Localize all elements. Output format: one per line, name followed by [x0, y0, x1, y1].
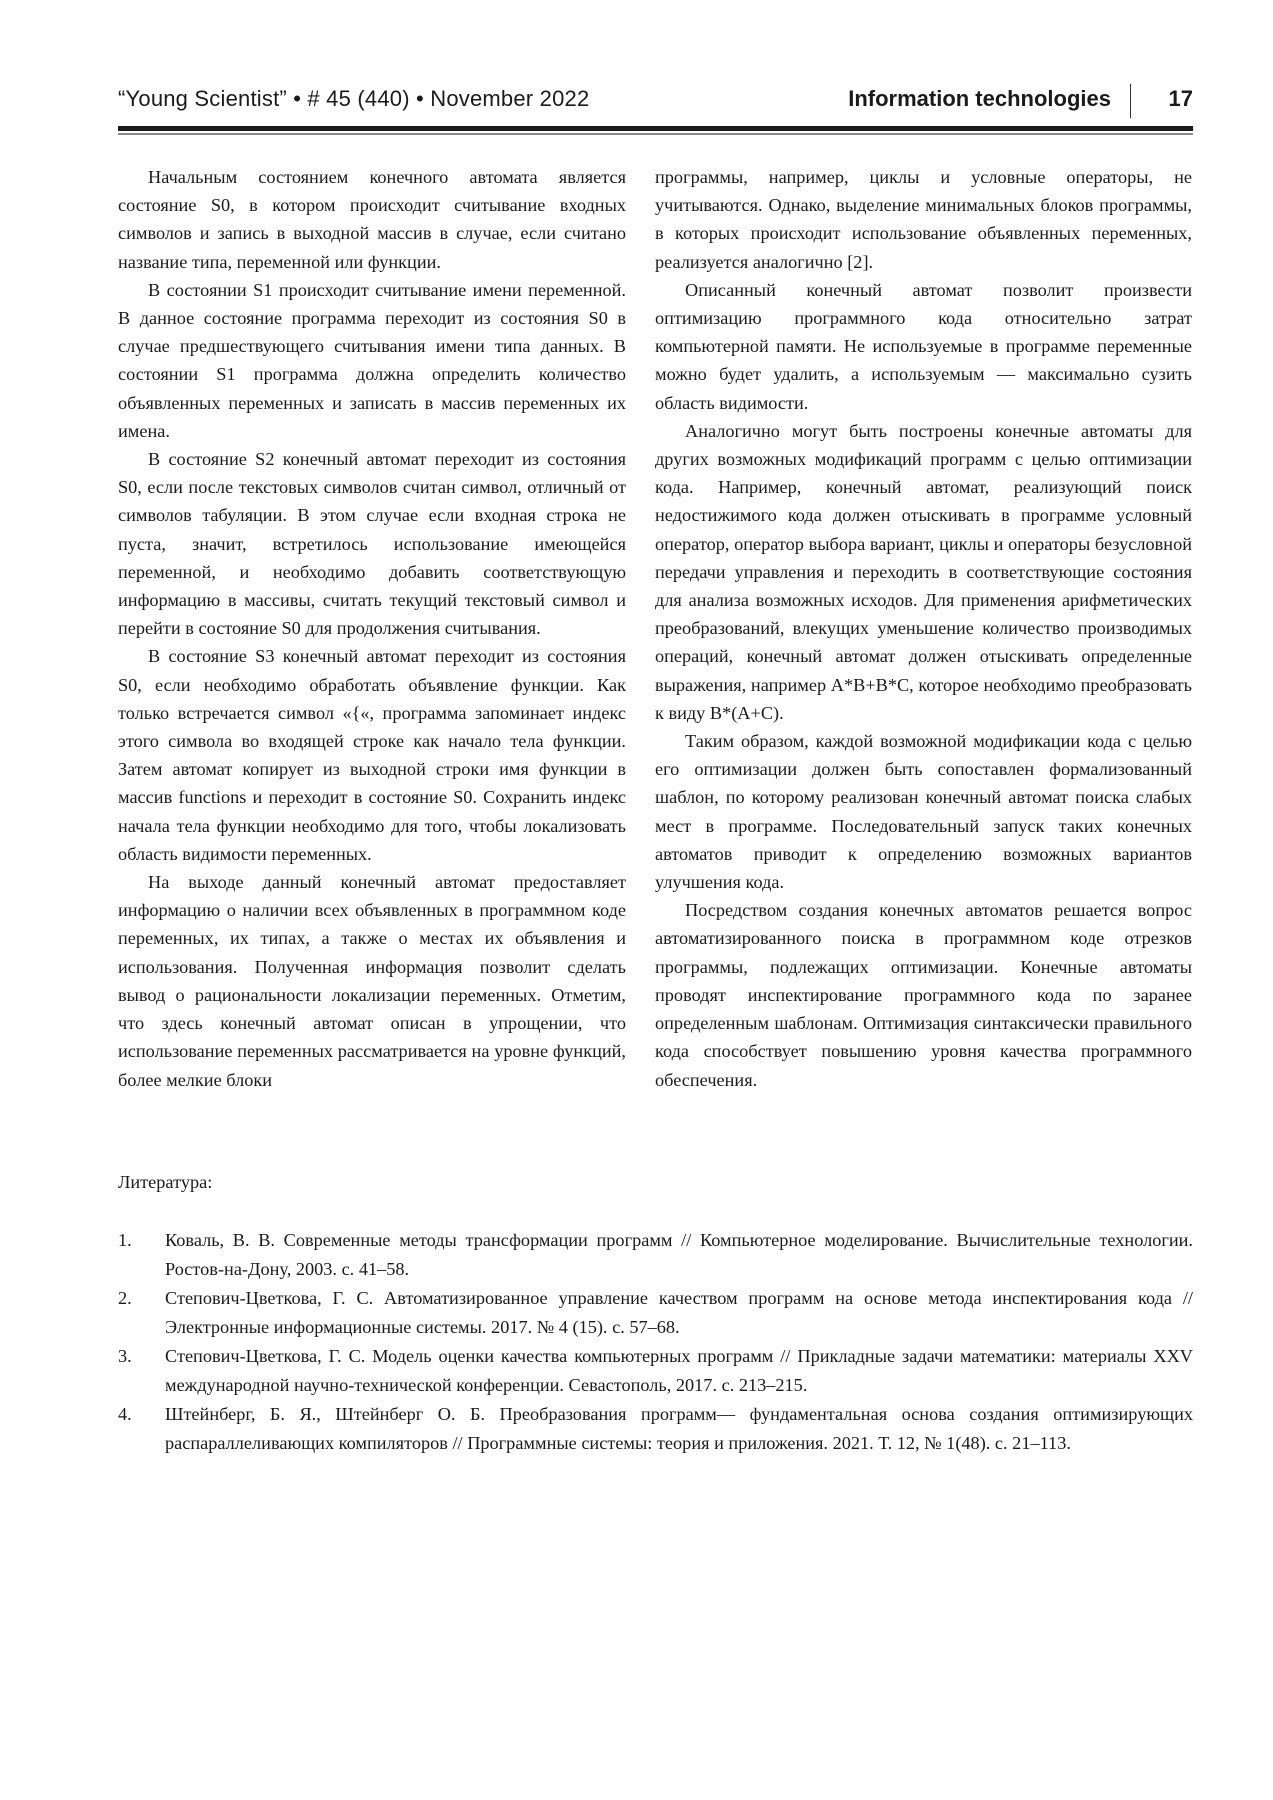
- paragraph: На выходе данный конечный автомат предоставляет информацию о наличии всех объявленных в программном коде переменных, их типах, а также о местах их объявления и использования. Полученная информация позволит сделать вывод о рациональности локализации переменных. Отметим, что здесь конечный автомат описан в упрощении, что использование переменных рассматривается на уровне функций, более мелкие блоки: [118, 872, 626, 1090]
- reference-item: [118, 1226, 1193, 1283]
- references-title: Литература:: [118, 1172, 213, 1192]
- header-separator: [1130, 84, 1131, 118]
- paragraph: Начальным состоянием конечного автомата является состояние S0, в котором происходит считывание входных символов и запись в выходной массив в случае, если считано название типа, переменной или функции.: [118, 167, 626, 272]
- running-header: [118, 86, 1193, 120]
- section-title: Information technologies: [848, 86, 1111, 111]
- left-column: [118, 163, 626, 1094]
- paragraph: Посредством создания конечных автоматов решается вопрос автоматизированного поиска в программном коде отрезков программы, подлежащих оптимизации. Конечные автоматы проводят инспектирование программного кода по заранее определенным шаблонам. Оптимизация синтаксически правильного кода способствует повышению уровня качества программного обеспечения.: [655, 900, 1192, 1090]
- reference-text: Штейнберг, Б. Я., Штейнберг О. Б. Преобразования программ— фундаментальная основа создания оптимизирующих распараллеливающих компиляторов // Программные системы: теория и приложения. 2021. Т. 12, № 1(48). с. 21–113.: [165, 1404, 1193, 1453]
- header-rule-thin: [118, 133, 1193, 135]
- reference-text: Степович-Цветкова, Г. С. Автоматизированное управление качеством программ на основе метода инспектирования кода // Электронные информационные системы. 2017. № 4 (15). с. 57–68.: [165, 1288, 1193, 1337]
- reference-number: 3.: [118, 1346, 132, 1366]
- paragraph: Описанный конечный автомат позволит произвести оптимизацию программного кода относительно затрат компьютерной памяти. Не используемые в программе переменные можно будет удалить, а используемым — максимально сузить область видимости.: [655, 279, 1192, 413]
- paragraph: Таким образом, каждой возможной модификации кода с целью его оптимизации должен быть сопоставлен формализованный шаблон, по которому реализован конечный автомат поиска слабых мест в программе. Последовательный запуск таких конечных автоматов приводит к определению возможных вариантов улучшения кода.: [655, 731, 1192, 893]
- journal-info: “Young Scientist” • # 45 (440) • November 2022: [118, 86, 590, 111]
- paragraph-continuation: программы, например, циклы и условные операторы, не учитываются. Однако, выделение минимальных блоков программы, в которых происходит использование объявленных переменных, реализуется аналогично [2].: [655, 167, 1192, 272]
- reference-number: 2.: [118, 1288, 132, 1308]
- reference-text: Степович-Цветкова, Г. С. Модель оценки качества компьютерных программ // Прикладные задачи математики: материалы XXV международной научно-технической конференции. Севастополь, 2017. с. 213–215.: [165, 1346, 1193, 1395]
- paragraph: В состояние S2 конечный автомат переходит из состояния S0, если после текстовых символов считан символ, отличный от символов табуляции. В этом случае если входная строка не пуста, значит, встретилось использование имеющейся переменной, и необходимо добавить соответствующую информацию в массивы, считать текущий текстовый символ и перейти в состояние S0 для продолжения считывания.: [118, 449, 626, 639]
- paragraph: Аналогично могут быть построены конечные автоматы для других возможных модификаций программ с целью оптимизации кода. Например, конечный автомат, реализующий поиск недостижимого кода должен отыскивать в программе условный оператор, оператор выбора вариант, циклы и операторы безусловной передачи управления и переходить в соответствующие состояния для анализа возможных исходов. Для применения арифметических преобразований, влекущих уменьшение количество производимых операций, конечный автомат должен отыскивать определенные выражения, например A*B+B*C, которое необходимо преобразовать к виду B*(A+C).: [655, 420, 1192, 723]
- reference-item: [118, 1342, 1193, 1399]
- reference-number: 4.: [118, 1404, 132, 1424]
- reference-item: [118, 1400, 1193, 1457]
- references-list: [118, 1226, 1193, 1458]
- paragraph: В состояние S3 конечный автомат переходит из состояния S0, если необходимо обработать объявление функции. Как только встречается символ «{«, программа запоминает индекс этого символа во входящей строке как начало тела функции. Затем автомат копирует из выходной строки имя функции в массив functions и переходит в состояние S0. Сохранить индекс начала тела функции необходимо для того, чтобы локализовать область видимости переменных.: [118, 646, 626, 864]
- paragraph: В состоянии S1 происходит считывание имени переменной. В данное состояние программа переходит из состояния S0 в случае предшествующего считывания имени типа данных. В состоянии S1 программа должна определить количество объявленных переменных и записать в массив переменных их имена.: [118, 279, 626, 441]
- page-number: 17: [1168, 86, 1193, 111]
- header-rule-thick: [118, 126, 1193, 131]
- reference-number: 1.: [118, 1230, 132, 1250]
- reference-text: Коваль, В. В. Современные методы трансформации программ // Компьютерное моделирование. Вычислительные технологии. Ростов-на-Дону, 2003. с. 41–58.: [165, 1230, 1193, 1279]
- reference-item: [118, 1284, 1193, 1341]
- right-column: [655, 163, 1192, 1094]
